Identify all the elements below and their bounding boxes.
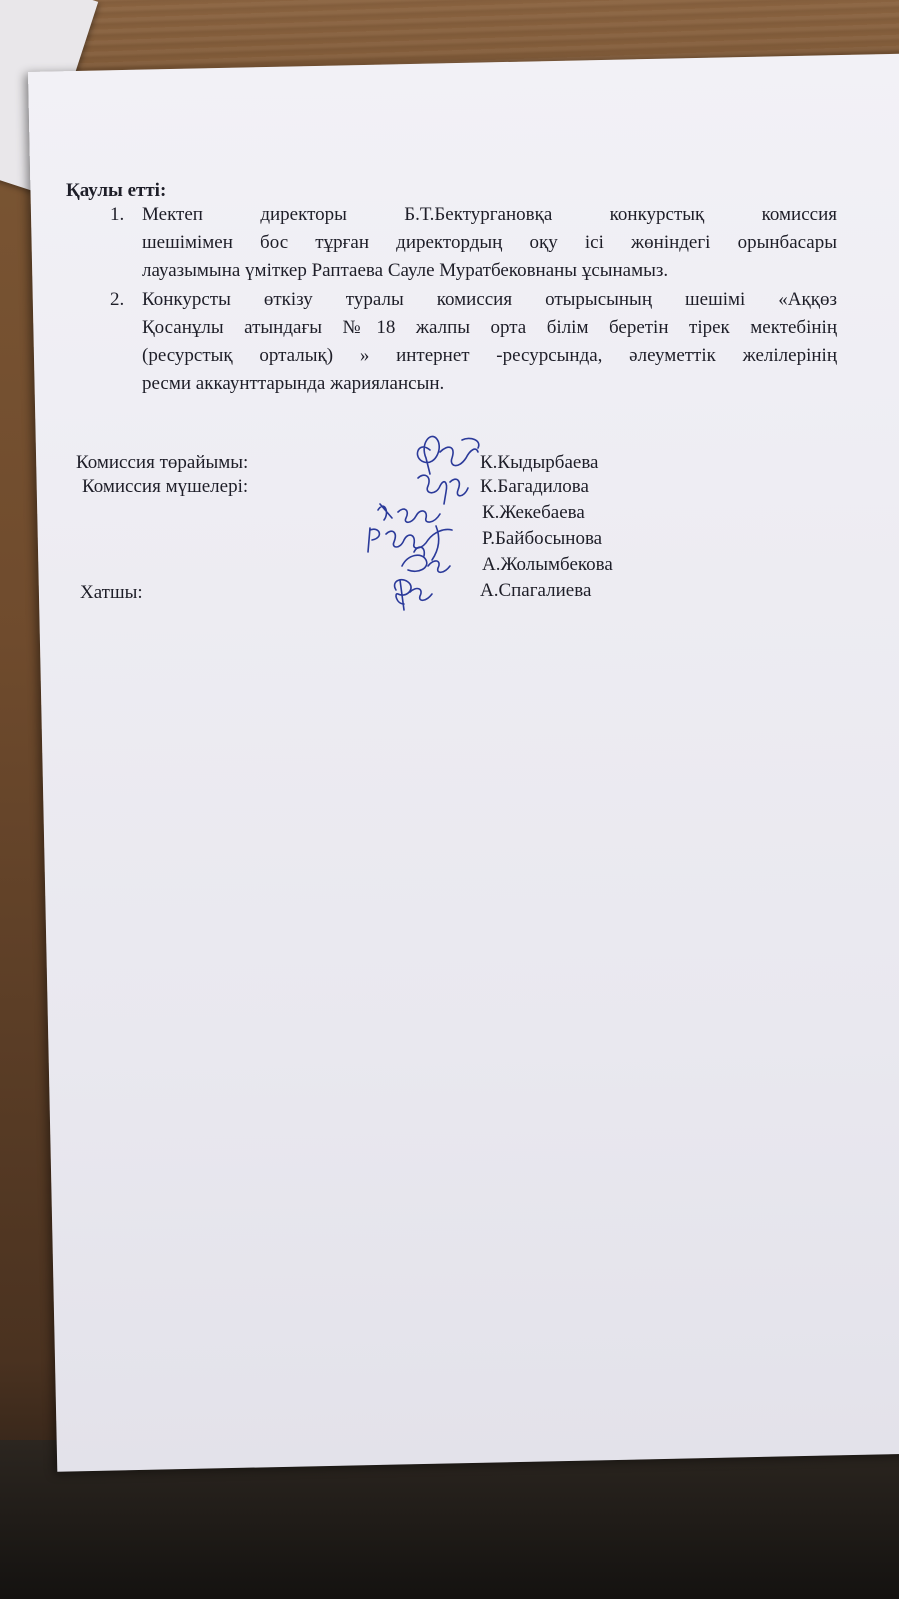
chair-label: Комиссия төрайымы: xyxy=(76,452,249,473)
item-1-line-2: шешімімен бос тұрған директордың оқу ісі жөніндегі орынбасары xyxy=(142,232,837,253)
secretary-label: Хатшы: xyxy=(80,582,143,603)
signatory-name: К.Жекебаева xyxy=(482,502,585,523)
signatory-name: К.Багадилова xyxy=(480,476,589,497)
item-1-number: 1. xyxy=(110,204,125,225)
item-2-line-3: (ресурстық орталық) » интернет -ресурсында, әлеуметтік желілерінің xyxy=(142,345,837,366)
item-2-line-4: ресми аккаунттарында жариялансын. xyxy=(142,373,445,394)
signatory-name: Р.Байбосынова xyxy=(482,528,603,549)
resolution-heading: Қаулы етті: xyxy=(66,180,167,201)
item-2-line-2: Қосанұлы атындағы №18 жалпы орта білім беретін тірек мектебінің xyxy=(142,317,837,338)
members-label: Комиссия мүшелері: xyxy=(82,476,249,497)
signatory-name: А.Спагалиева xyxy=(480,580,592,601)
item-1-line-1: Мектеп директоры Б.Т.Бектургановқа конкурстық комиссия xyxy=(142,204,837,225)
item-1-line-3: лауазымына үміткер Раптаева Сауле Муратбековнаны ұсынамыз. xyxy=(142,260,669,281)
item-2-line-1: Конкурсты өткізу туралы комиссия отырысының шешімі «Аққөз xyxy=(142,289,837,310)
item-2-number: 2. xyxy=(110,289,125,310)
signatory-name: А.Жолымбекова xyxy=(482,554,613,575)
signatory-name: К.Кыдырбаева xyxy=(480,452,599,473)
